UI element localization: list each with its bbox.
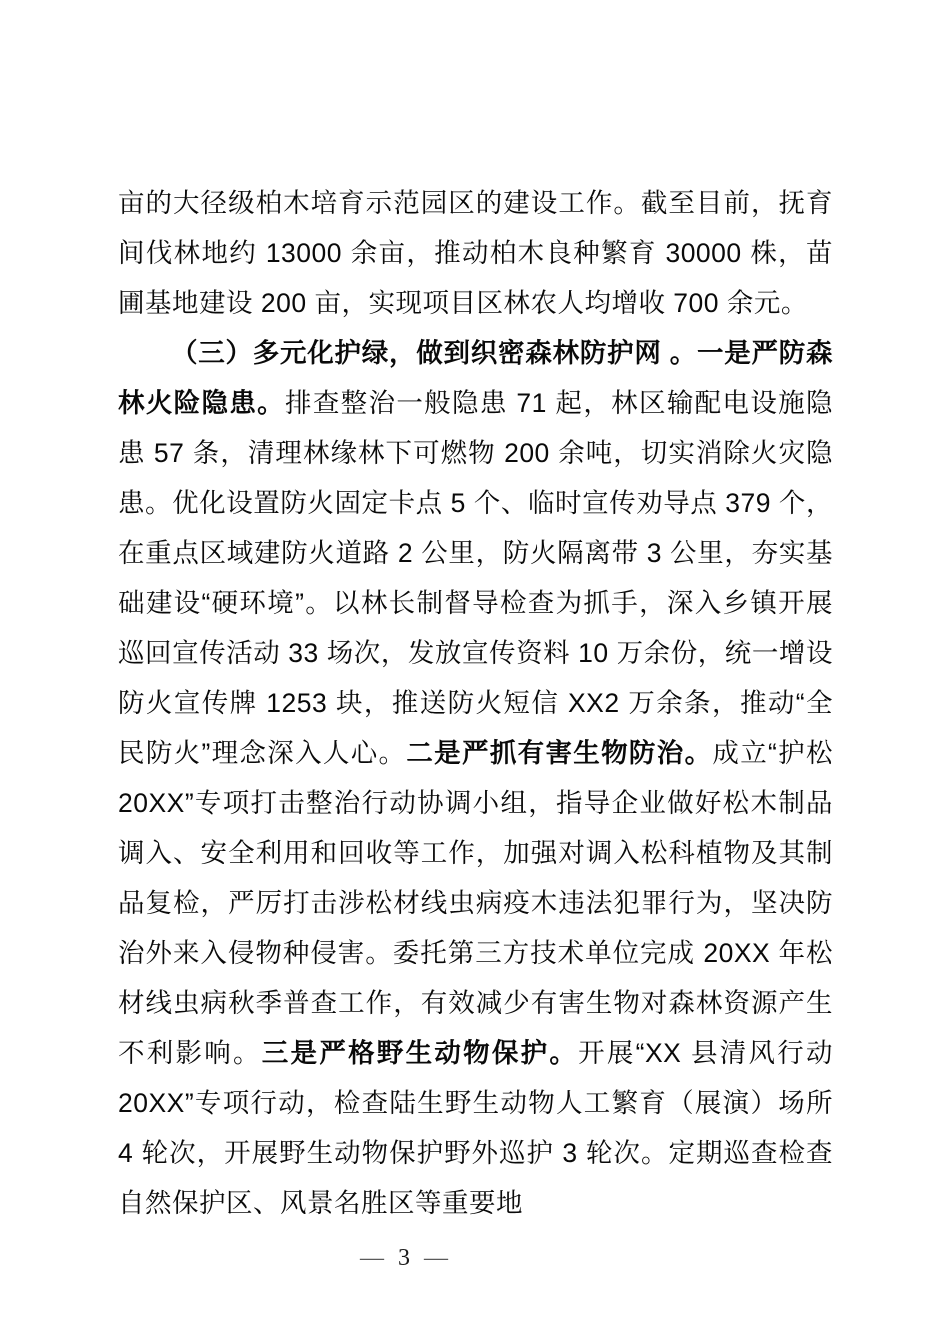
pest-control-heading-run: 二是严抓有害生物防治。 <box>406 738 713 768</box>
page-number-dash-right: — <box>424 1245 448 1271</box>
section-three-heading-run: （三）多元化护绿，做到织密森林防护网 。一是严防森林火险隐患。 <box>118 338 833 418</box>
body-text-run: 亩的大径级柏木培育示范园区的建设工作。截至目前，抚育间伐林地约 13000 余亩，推动柏木良种繁育 30000 株，苗圃基地建设 200 亩，实现项目区林农人均增收 700 余元。 <box>118 188 833 318</box>
wildlife-protection-heading-run: 三是严格野生动物保护。 <box>261 1038 579 1068</box>
page-number-value: 3 <box>398 1245 410 1271</box>
page-number-dash-left: — <box>360 1245 384 1271</box>
fire-prevention-text-run: 排查整治一般隐患 71 起，林区输配电设施隐患 57 条，清理林缘林下可燃物 200 余吨，切实消除火灾隐患。优化设置防火固定卡点 5 个、临时宣传劝导点 379 个，在重点区域建防火道路 2 公里，防火隔离带 3 公里，夯实基础建设“硬环境”。以林长制督导检查为抓手，深入乡镇开展巡回宣传活动 33 场次，发放宣传资料 10 万余份，统一增设防火宣传牌 1253 块，推送防火短信 XX2 万余条，推动“全民防火”理念深入人心。 <box>118 388 834 768</box>
wildlife-protection-text-run: 开展“XX 县清风行动 20XX”专项行动，检查陆生野生动物人工繁育（展演）场所 4 轮次，开展野生动物保护野外巡护 3 轮次。定期巡查检查自然保护区、风景名胜区等重要地 <box>118 1038 834 1218</box>
paragraph-section-three <box>118 328 833 1228</box>
pest-control-text-run: 成立“护松 20XX”专项打击整治行动协调小组，指导企业做好松木制品调入、安全利用和回收等工作，加强对调入松科植物及其制品复检，严厉打击涉松材线虫病疫木违法犯罪行为，坚决防治外来入侵物种侵害。委托第三方技术单位完成 20XX 年松材线虫病秋季普查工作，有效减少有害生物对森林资源产生不利影响。 <box>118 738 833 1068</box>
page-number <box>360 1243 448 1273</box>
document-body <box>118 178 833 1228</box>
paragraph-continuation <box>118 178 833 328</box>
